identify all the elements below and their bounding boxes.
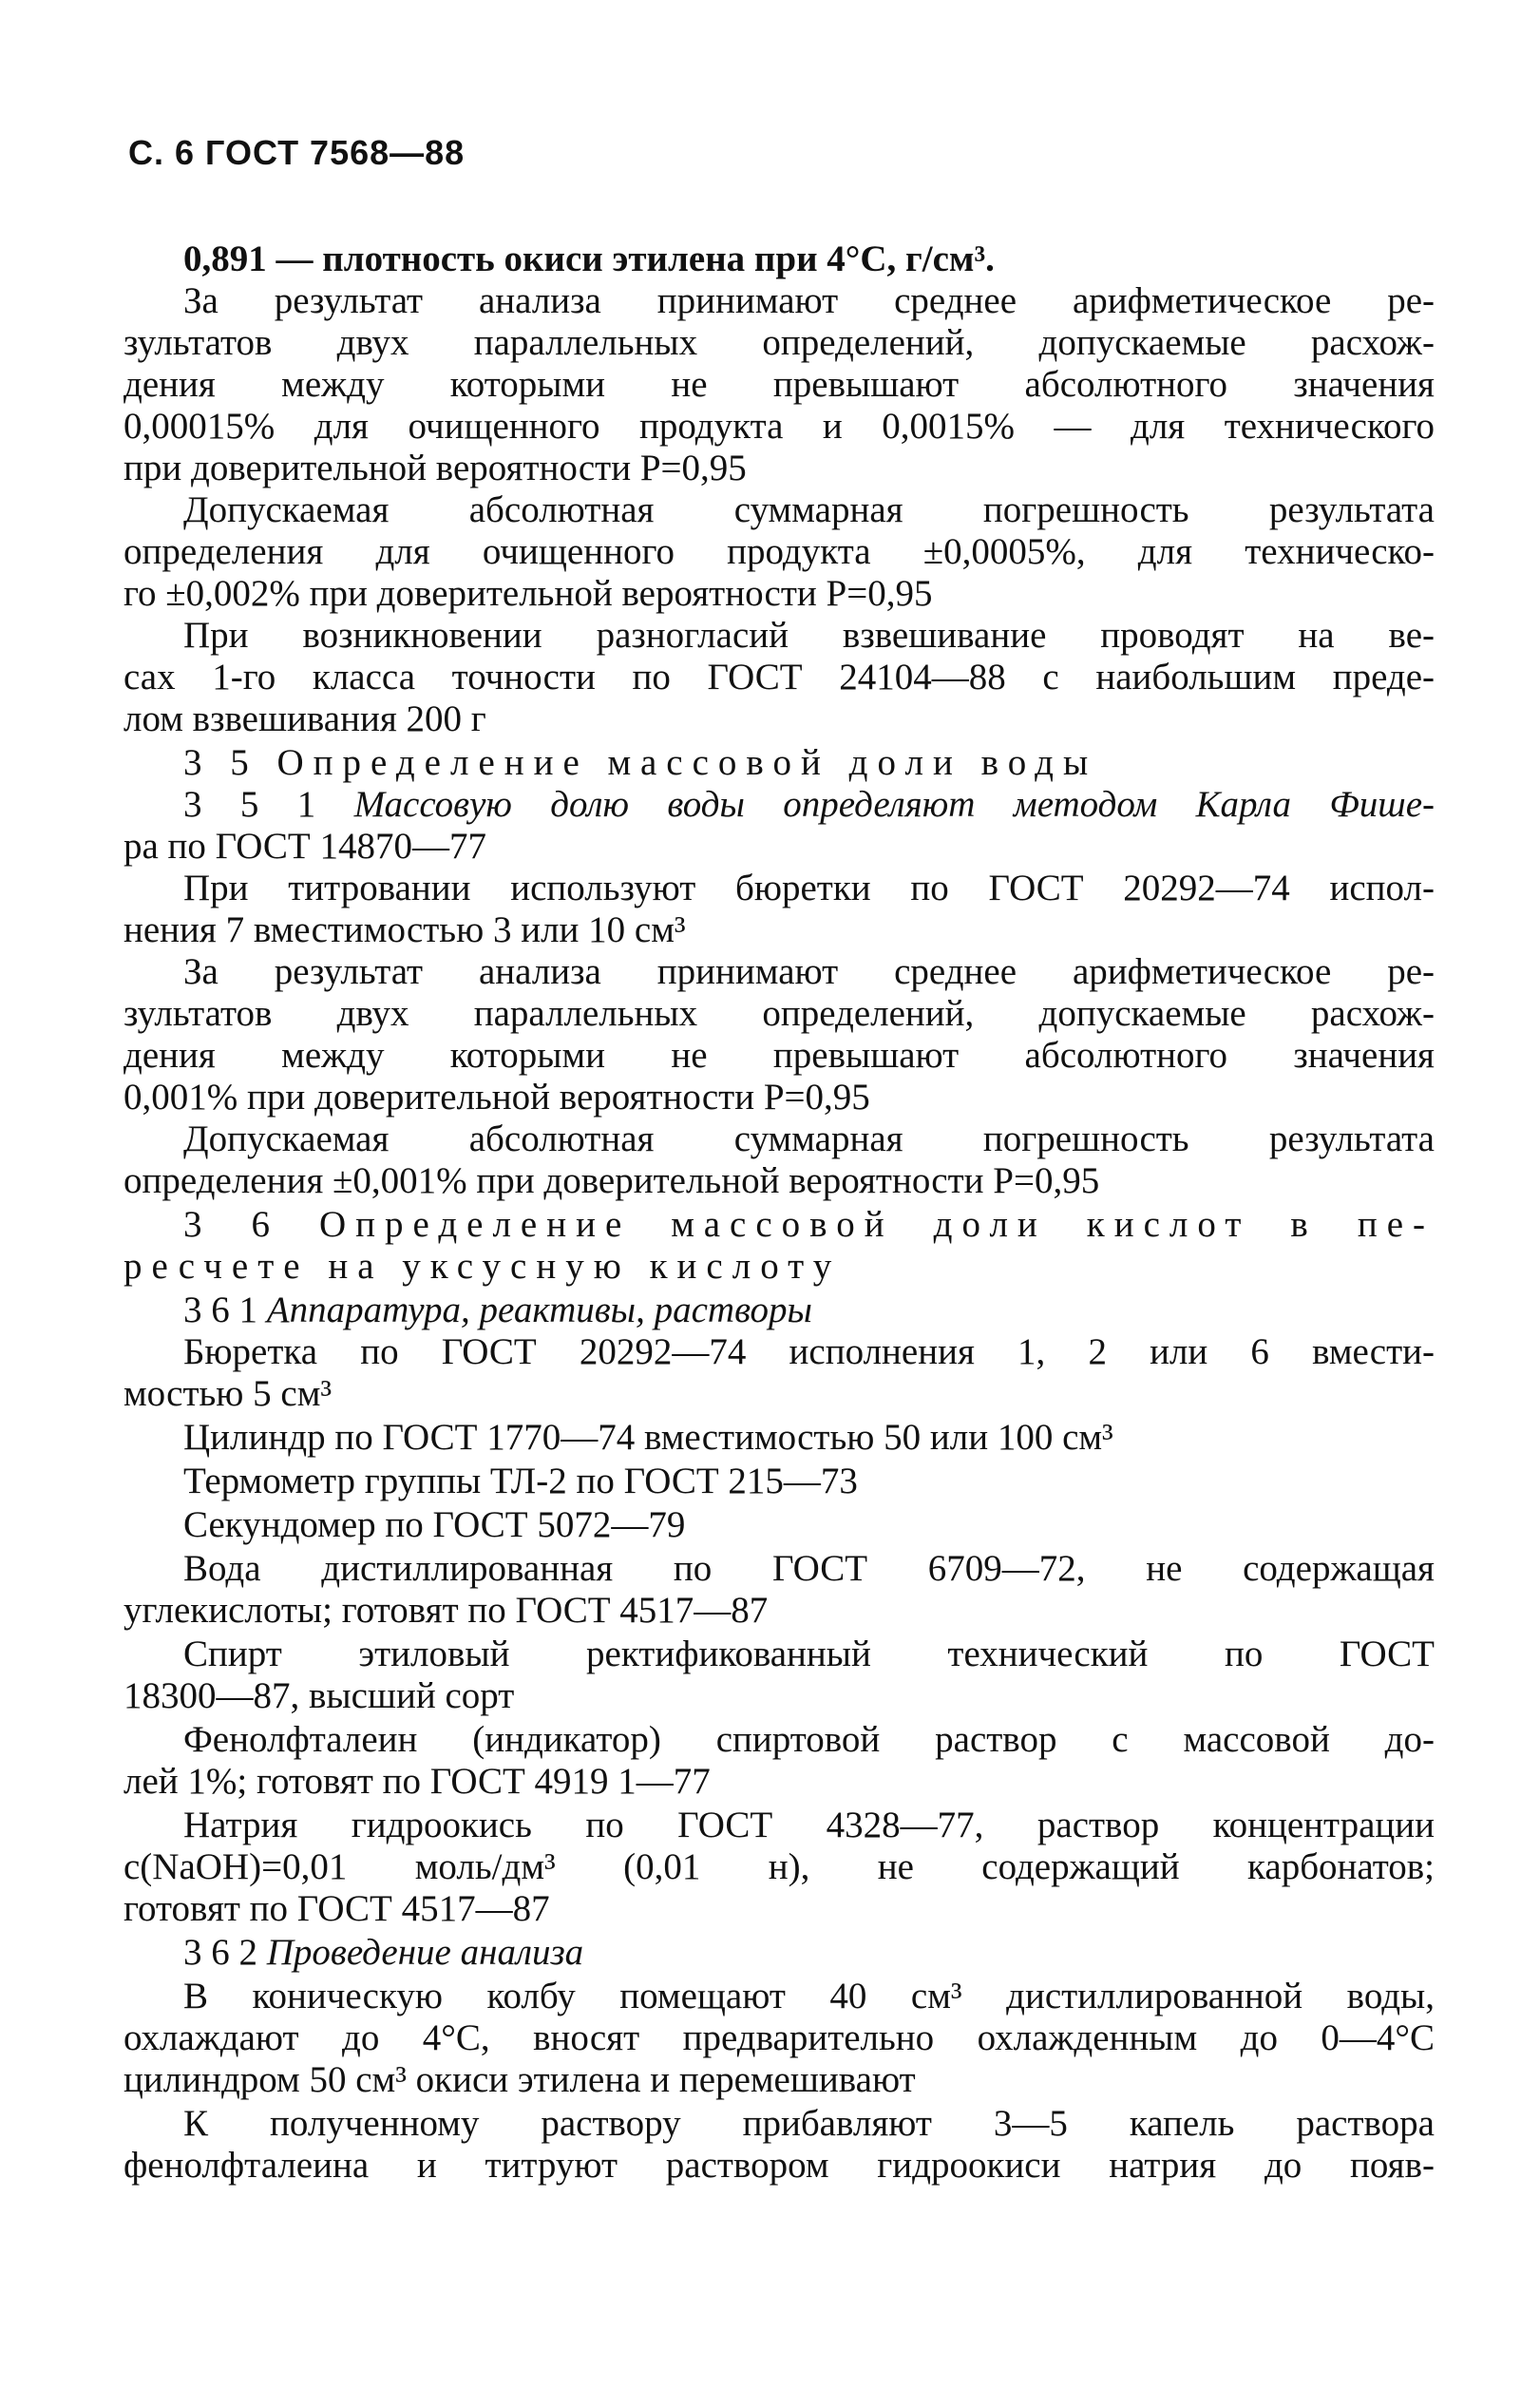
text-line: определения ±0,001% при доверительной вероятности Р=0,95 <box>124 1160 1100 1201</box>
section-heading: 3 6 Определение массовой доли кислот в пе- <box>183 1204 1435 1245</box>
text-line: За результат анализа принимают среднее арифметическое ре- <box>183 280 1435 321</box>
text-line: Натрия гидроокись по ГОСТ 4328—77, раствор концентрации <box>183 1805 1435 1845</box>
text-line: Вода дистиллированная по ГОСТ 6709—72, не содержащая <box>183 1548 1435 1589</box>
text-line: охлаждают до 4°С, вносят предварительно охлажденным до 0—4°С <box>124 2017 1435 2058</box>
clause-text: Массовую долю воды определяют методом Карла Фише- <box>353 784 1435 825</box>
text-line: В коническую колбу помещают 40 см³ дистиллированной воды, <box>183 1976 1435 2016</box>
text-line: Спирт этиловый ректификованный технический по ГОСТ <box>183 1634 1435 1674</box>
text-line: Допускаемая абсолютная суммарная погрешность результата <box>183 489 1435 530</box>
text-line: фенолфталеина и титруют раствором гидроокиси натрия до появ- <box>124 2145 1435 2186</box>
clause-title: Аппаратура, реактивы, растворы <box>266 1290 812 1330</box>
text-line: Допускаемая абсолютная суммарная погрешность результата <box>183 1118 1435 1159</box>
text-line: При возникновении разногласий взвешивание проводят на ве- <box>183 615 1435 656</box>
text-line: К полученному раствору прибавляют 3—5 капель раствора <box>183 2103 1435 2144</box>
text-line: го ±0,002% при доверительной вероятности Р=0,95 <box>124 573 933 614</box>
text-line: сах 1-го класса точности по ГОСТ 24104—88 с наибольшим преде- <box>124 657 1435 698</box>
text-line: нения 7 вместимостью 3 или 10 см³ <box>124 909 686 950</box>
section-heading: ресчете на уксусную кислоту <box>124 1246 842 1287</box>
text-line <box>183 1289 1435 1332</box>
clause-number: 3 6 1 <box>183 1290 257 1330</box>
text-line: 18300—87, высший сорт <box>124 1675 515 1716</box>
text-line: Термометр группы ТЛ-2 по ГОСТ 215—73 <box>183 1461 858 1501</box>
text-line: Цилиндр по ГОСТ 1770—74 вместимостью 50 или 100 см³ <box>183 1417 1113 1458</box>
text-line: ра по ГОСТ 14870—77 <box>124 826 486 867</box>
text-line: 0,891 — плотность окиси этилена при 4°С, г/см³. <box>183 239 995 279</box>
text-line: лей 1%; готовят по ГОСТ 4919 1—77 <box>124 1761 711 1802</box>
clause-number: 3 5 1 <box>183 784 316 825</box>
text-line: При титровании используют бюретки по ГОСТ 20292—74 испол- <box>183 868 1435 908</box>
text-line: определения для очищенного продукта ±0,0005%, для техническо- <box>124 531 1435 572</box>
section-heading: 3 5 Определение массовой доли воды <box>183 742 1098 783</box>
text-line: мостью 5 см³ <box>124 1373 333 1414</box>
text-line: готовят по ГОСТ 4517—87 <box>124 1888 550 1929</box>
text-line <box>183 783 1435 827</box>
text-line: дения между которыми не превышают абсолютного значения <box>124 1035 1435 1076</box>
text-line: Секундомер по ГОСТ 5072—79 <box>183 1504 686 1545</box>
text-line: дения между которыми не превышают абсолютного значения <box>124 364 1435 405</box>
clause-number: 3 6 2 <box>183 1932 257 1973</box>
text-line: За результат анализа принимают среднее арифметическое ре- <box>183 951 1435 992</box>
text-line: 0,00015% для очищенного продукта и 0,0015% — для технического <box>124 406 1435 447</box>
text-line: углекислоты; готовят по ГОСТ 4517—87 <box>124 1590 769 1631</box>
text-line: зультатов двух параллельных определений, допускаемые расхож- <box>124 993 1435 1034</box>
text-line: c(NaOH)=0,01 моль/дм³ (0,01 н), не содержащий карбонатов; <box>124 1846 1435 1887</box>
clause-title: Проведение анализа <box>266 1932 584 1973</box>
text-line: при доверительной вероятности Р=0,95 <box>124 448 747 488</box>
text-line <box>183 1931 1435 1975</box>
text-line: 0,001% при доверительной вероятности Р=0,95 <box>124 1077 870 1118</box>
text-line: цилиндром 50 см³ окиси этилена и перемешивают <box>124 2059 916 2100</box>
text-line: Фенолфталеин (индикатор) спиртовой раствор с массовой до- <box>183 1719 1435 1760</box>
text-line: лом взвешивания 200 г <box>124 698 486 739</box>
page-header: С. 6 ГОСТ 7568—88 <box>128 133 466 172</box>
text-line: зультатов двух параллельных определений, допускаемые расхож- <box>124 322 1435 363</box>
text-line: Бюретка по ГОСТ 20292—74 исполнения 1, 2 или 6 вмести- <box>183 1331 1435 1372</box>
